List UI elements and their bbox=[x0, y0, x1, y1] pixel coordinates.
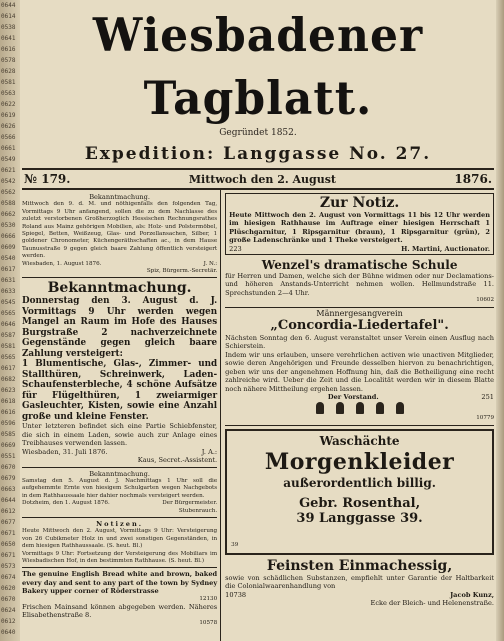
spine-number: 0612 bbox=[1, 508, 16, 515]
spine-number: 0530 bbox=[1, 222, 16, 229]
notiz-number: 223 bbox=[229, 244, 242, 253]
mainsand-ad-number: 10578 bbox=[199, 619, 218, 626]
spine-number: 0585 bbox=[1, 431, 16, 438]
mk-address: 39 Langgasse 39. bbox=[296, 510, 423, 526]
spine-number: 0620 bbox=[1, 585, 16, 592]
strip-number: 10779 bbox=[476, 415, 494, 422]
figure-icon bbox=[336, 402, 344, 414]
spine-number: 0628 bbox=[1, 68, 16, 75]
columns bbox=[22, 190, 494, 641]
notice-2-footer bbox=[22, 448, 217, 456]
spine-number: 0621 bbox=[1, 167, 16, 174]
spine-number: 0626 bbox=[1, 123, 16, 130]
bread-ad-text: The genuine English Bread white and brown, baked every day and sent to any part of the town by Sydney Bakery upper corner of Röderstrasse bbox=[22, 570, 218, 596]
mk-line-1: Waschächte bbox=[319, 433, 400, 448]
mainsand-ad-text: Frischen Mainsand können abgegeben werden. Näheres Elisabethenstraße 8. bbox=[22, 603, 218, 620]
notiz-title: Zur Notiz. bbox=[319, 195, 400, 211]
notice-3-sign2: Stubenrauch. bbox=[178, 507, 218, 514]
einmachessig-footer bbox=[225, 591, 494, 599]
spine-number: 0631 bbox=[1, 277, 16, 284]
spine-number: 0614 bbox=[1, 13, 16, 20]
spine-number: 0540 bbox=[1, 255, 16, 262]
spine-number: 0549 bbox=[1, 156, 16, 163]
spine-number: 0662 bbox=[1, 211, 16, 218]
spine-number: 0682 bbox=[1, 376, 16, 383]
spine-number: 0573 bbox=[1, 563, 16, 570]
notice-3-title: Bekanntmachung. bbox=[89, 469, 150, 478]
mgv-name: „Concordia-Liedertafel". bbox=[270, 318, 449, 334]
masthead-title: Wiesbadener Tagblatt. bbox=[92, 9, 424, 126]
spine-number: 0677 bbox=[1, 519, 16, 526]
notice-2-sign2: Kaus, Secret.-Assistent. bbox=[137, 456, 218, 465]
einmachessig-number: 10738 bbox=[225, 590, 247, 599]
spine-number: 0542 bbox=[1, 178, 16, 185]
mgv-text-2: Indem wir uns erlauben, unsere verehrlichen activen wie unactiven Mitglieder, sowie deren Angehörigen und Freunde desselben hiervon zu benachrichtigen, geben wir uns der angenehmen Hoffnung hin, daß die Betheiligung eine recht zahlreiche wird. Ueber die Zeit und die Localität werden wir in diesem Blatte noch nähere Mittheilung ergehen lassen. bbox=[225, 350, 494, 393]
notice-1-title: Bekanntmachung. bbox=[89, 193, 150, 201]
spine-number: 0565 bbox=[1, 310, 16, 317]
spine-number: 0679 bbox=[1, 475, 16, 482]
notice-3-text: Samstag den 5. August d. J. Nachmittags 1 Uhr soll die aufgehemmte Ernte von hiesigem Schulgarten wegen Nachgebots in dem Rathhaussaale hier dahier nochmals versteigert werden. bbox=[22, 477, 218, 499]
issue-year: 1876. bbox=[454, 172, 492, 186]
einmachessig-address: Ecke der Bleich- und Helenenstraße. bbox=[370, 598, 494, 607]
spine-number: 0588 bbox=[1, 200, 16, 207]
spine-number: 0641 bbox=[1, 35, 16, 42]
notiz-text: Heute Mittwoch den 2. August von Vormittags 11 bis 12 Uhr werden im hiesigen Rathhause im Auftrage einer hiesigen Herrschaft 1 Plüschgarnitur, 1 Ripsgarnitur (braun), 1 Ripsgarnitur (grün), 2 große Ladenschränke und 1 Theke versteigert. bbox=[229, 211, 490, 245]
spine-number: 0619 bbox=[1, 112, 16, 119]
mk-number: 39 bbox=[231, 542, 239, 549]
wenzel-title: Wenzel's dramatische Schule bbox=[261, 258, 458, 273]
dateline bbox=[22, 170, 494, 188]
notiz-ad bbox=[225, 193, 494, 255]
mgv-sign: Der Vorstand. bbox=[327, 392, 379, 401]
spine-number: 0666 bbox=[1, 233, 16, 240]
figure-icon bbox=[356, 402, 364, 414]
wenzel-text: für Herren und Damen, welche sich der Bühne widmen oder nur Declamations- und höheren Anstands-Unterricht nehmen wollen. Hellmundstraße 11. Sprechstunden 2—4 Uhr. bbox=[225, 272, 494, 297]
divider bbox=[22, 277, 217, 278]
spine-number: 0650 bbox=[1, 541, 16, 548]
notice-3-footer bbox=[22, 500, 217, 507]
spine-number: 0578 bbox=[1, 57, 16, 64]
mk-shop: Gebr. Rosenthal, bbox=[299, 495, 421, 511]
notice-2-text2: 1 Blumentische, Glas-, Zimmer- und Stallthüren, Schreinwerk, Laden-Schaufensterbleche, 4 schöne Aufsätze für Flügelthüren, 1 zweiarmiger Gasleuchter, Kisten, sowie eine Anzahl große und kleine Fenster. bbox=[22, 359, 218, 422]
spine-number: 0633 bbox=[1, 288, 16, 295]
mgv-text: Nächsten Sonntag den 6. August veranstaltet unser Verein einen Ausflug nach Schierstein. bbox=[225, 334, 494, 351]
spine-number: 0617 bbox=[1, 365, 16, 372]
spine-number: 0581 bbox=[1, 343, 16, 350]
spine-number: 0562 bbox=[1, 189, 16, 196]
notice-3-sign: Der Bürgermeister. bbox=[162, 500, 218, 507]
spine-number: 0661 bbox=[1, 145, 16, 152]
spine-number: 0616 bbox=[1, 409, 16, 416]
spine-number: 0566 bbox=[1, 134, 16, 141]
adjacent-page-spine bbox=[0, 0, 20, 641]
figure-icon bbox=[396, 402, 404, 414]
notiz-footer bbox=[229, 245, 490, 253]
notice-2-place: Wiesbaden, 31. Juli 1876. bbox=[22, 447, 108, 456]
spine-number: 0551 bbox=[1, 453, 16, 460]
founded-line: Gegründet 1852. bbox=[219, 128, 297, 138]
page-edge bbox=[496, 0, 504, 641]
spine-number: 0644 bbox=[1, 497, 16, 504]
wenzel-number: 10602 bbox=[476, 297, 494, 304]
spine-number: 0616 bbox=[1, 46, 16, 53]
notice-1-sign: J. N.: bbox=[203, 260, 218, 267]
mk-line-3: außerordentlich billig. bbox=[283, 475, 436, 490]
spine-number: 0671 bbox=[1, 552, 16, 559]
spine-number: 0609 bbox=[1, 244, 16, 251]
notice-3-place: Dotzheim, den 1. August 1876. bbox=[22, 500, 110, 507]
newspaper-content bbox=[22, 8, 494, 636]
divider bbox=[22, 467, 217, 468]
spine-number: 0663 bbox=[1, 486, 16, 493]
left-column bbox=[22, 190, 221, 641]
issue-date: Mittwoch den 2. August bbox=[188, 172, 337, 186]
spine-number: 0670 bbox=[1, 464, 16, 471]
einmachessig-text: sowie von schädlichen Substanzen, empfiehlt unter Garantie der Haltbarkeit die Colonialwaarenhandlung von bbox=[225, 573, 494, 591]
spine-number: 0618 bbox=[1, 398, 16, 405]
notes-title: Notizen. bbox=[96, 519, 144, 528]
spine-number: 0617 bbox=[1, 266, 16, 273]
spine-number: 0538 bbox=[1, 24, 16, 31]
notes-text: Heute Mittwoch den 2. August, Vormittags 9 Uhr: Versteigerung von 26 Cubikmeter Holz in und zwei sonstigen Gegenständen, in dem hiesigen Rathhaussaale. (S. heut. Bl.) bbox=[22, 528, 218, 550]
notice-1-footer bbox=[22, 261, 217, 268]
spine-number: 0545 bbox=[1, 299, 16, 306]
bread-ad-number: 12130 bbox=[199, 595, 218, 602]
spine-number: 0623 bbox=[1, 387, 16, 394]
notice-1-place: Wiesbaden, 1. August 1876. bbox=[22, 260, 102, 267]
figure-icon bbox=[316, 402, 324, 414]
spine-number: 0670 bbox=[1, 596, 16, 603]
notes-text-2: Vormittags 9 Uhr: Fortsetzung der Versteigerung des Mobiliars im Wiesbadischen Hof, in den bestimmten Rathhause. (S. heut. Bl.) bbox=[22, 550, 218, 564]
morgenkleider-ad bbox=[225, 429, 494, 555]
spine-number: 0674 bbox=[1, 574, 16, 581]
mgv-title: Männergesangverein bbox=[316, 308, 403, 318]
spine-number: 0565 bbox=[1, 354, 16, 361]
einmachessig-title: Feinsten Einmachessig, bbox=[266, 557, 453, 574]
mgv-footer bbox=[225, 393, 494, 401]
mgv-number: 251 bbox=[481, 392, 494, 401]
spine-number: 0646 bbox=[1, 321, 16, 328]
divider bbox=[22, 517, 217, 518]
spine-number: 0624 bbox=[1, 607, 16, 614]
einmachessig-sign: Jacob Kunz, bbox=[450, 590, 494, 599]
notice-1-sign2: Spiz, Bürgerm.-Secretär. bbox=[146, 268, 218, 275]
divider bbox=[225, 307, 494, 308]
notice-2-text3: Unter letzteren befindet sich eine Partie Schiebfenster, die sich in einem Laden, sowie auch zur Anlage eines Treibhauses verwenden lassen. bbox=[22, 422, 218, 448]
spine-number: 0669 bbox=[1, 442, 16, 449]
notice-2-sign: J. A.: bbox=[201, 447, 218, 456]
spine-number: 0671 bbox=[1, 530, 16, 537]
expedition-line: Expedition: Langgasse No. 27. bbox=[84, 144, 432, 164]
notice-2-title: Bekanntmachung. bbox=[47, 280, 192, 297]
spine-number: 0581 bbox=[1, 79, 16, 86]
divider bbox=[22, 567, 217, 568]
spine-number: 0644 bbox=[1, 2, 16, 9]
figure-icon bbox=[376, 402, 384, 414]
notiz-sign: H. Martini, Auctionator. bbox=[401, 244, 490, 253]
right-column bbox=[221, 190, 494, 641]
notice-1-text: Mittwoch den 9. d. M. und nöthigenfalls den folgenden Tag, Vormittags 9 Uhr anfangend, sollen die zu dem Nachlasse des zuletzt verstorbenen Großherzoglich Hessischen Rechnungsrathes Roland aus Mainz gehörigen Mobilien, als: Holz- und Polstermöbel, Spiegel, Betten, Weißzeug, Glas- und Porzellansachen, Silber, 1 goldener Chronometer, Küchengeräthschaften ac., in dem Hause Taunusstraße 9 gegen gleich baare Zahlung öffentlich versteigert werden. bbox=[22, 201, 218, 260]
spine-number: 0563 bbox=[1, 90, 16, 97]
issue-number: № 179. bbox=[24, 172, 71, 186]
mk-line-2: Morgenkleider bbox=[264, 448, 455, 475]
spine-number: 0587 bbox=[1, 332, 16, 339]
spine-number: 0640 bbox=[1, 629, 16, 636]
spine-number: 0612 bbox=[1, 618, 16, 625]
divider bbox=[225, 425, 494, 426]
notice-2-text1: Donnerstag den 3. August d. J. Vormittags 9 Uhr werden wegen Mangel an Raum im Hofe des Hauses Burgstraße 2 nachverzeichnete Gegenstände gegen gleich baare Zahlung versteigert: bbox=[22, 296, 218, 359]
figures-illustration bbox=[225, 401, 494, 415]
spine-number: 0622 bbox=[1, 101, 16, 108]
spine-number: 0596 bbox=[1, 420, 16, 427]
